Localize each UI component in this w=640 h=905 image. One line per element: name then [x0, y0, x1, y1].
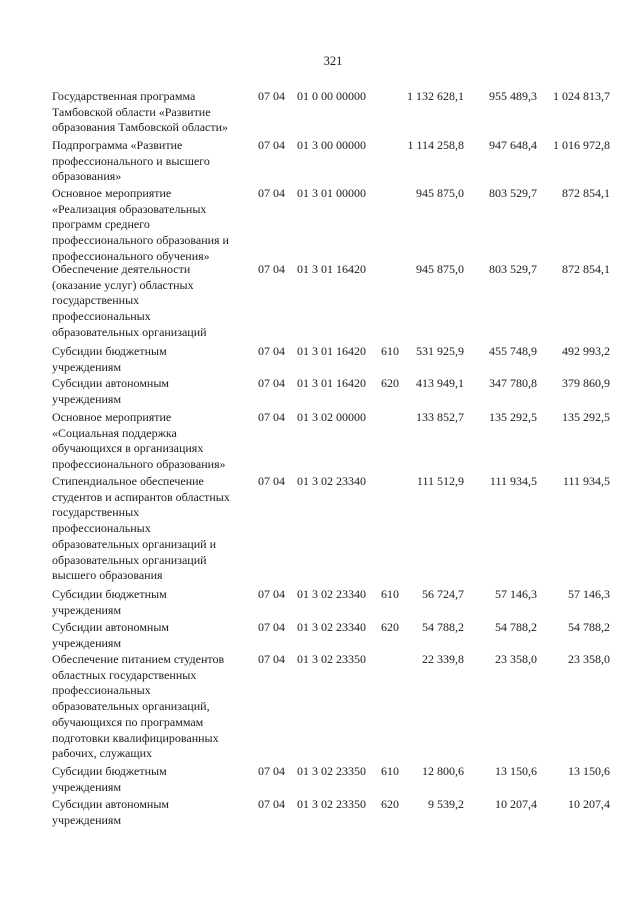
row-target-code: 01 3 02 23340: [297, 474, 366, 488]
row-name: Субсидии автономным учреждениям: [52, 620, 169, 650]
row-target-code: 01 3 02 23350: [297, 764, 366, 778]
row-target-code: 01 3 02 23340: [297, 587, 366, 601]
row-value-2: 13 150,6: [495, 764, 537, 778]
row-value-1: 133 852,7: [416, 410, 464, 424]
row-value-2: 135 292,5: [489, 410, 537, 424]
row-value-1: 12 800,6: [422, 764, 464, 778]
table-row: [0, 474, 640, 583]
row-value-3: 872 854,1: [562, 262, 610, 276]
table-row: [0, 587, 640, 617]
row-value-3: 57 146,3: [568, 587, 610, 601]
row-name: Обеспечение деятельности (оказание услуг) областных государственных профессиональных образовательных организаций: [52, 262, 207, 339]
row-value-3: 135 292,5: [562, 410, 610, 424]
page-number: 321: [323, 54, 343, 68]
row-value-3: 492 993,2: [562, 344, 610, 358]
row-expense-type-code: 610: [381, 587, 399, 601]
row-section-code: 07 04: [258, 89, 285, 103]
row-value-3: 1 024 813,7: [553, 89, 610, 103]
row-value-2: 10 207,4: [495, 797, 537, 811]
row-value-1: 56 724,7: [422, 587, 464, 601]
row-expense-type-code: 620: [381, 376, 399, 390]
row-section-code: 07 04: [258, 262, 285, 276]
row-target-code: 01 0 00 00000: [297, 89, 366, 103]
row-target-code: 01 3 02 23340: [297, 620, 366, 634]
row-value-3: 10 207,4: [568, 797, 610, 811]
row-target-code: 01 3 02 23350: [297, 652, 366, 666]
row-name: Субсидии бюджетным учреждениям: [52, 344, 167, 374]
table-row: [0, 620, 640, 650]
row-value-1: 9 539,2: [428, 797, 464, 811]
row-section-code: 07 04: [258, 587, 285, 601]
row-value-3: 379 860,9: [562, 376, 610, 390]
row-target-code: 01 3 02 23350: [297, 797, 366, 811]
row-section-code: 07 04: [258, 764, 285, 778]
row-expense-type-code: 620: [381, 797, 399, 811]
row-value-2: 57 146,3: [495, 587, 537, 601]
row-value-2: 955 489,3: [489, 89, 537, 103]
row-value-1: 945 875,0: [416, 262, 464, 276]
row-name: Субсидии автономным учреждениям: [52, 376, 169, 406]
row-name: Субсидии автономным учреждениям: [52, 797, 169, 827]
row-value-2: 455 748,9: [489, 344, 537, 358]
row-value-1: 111 512,9: [416, 474, 464, 488]
row-target-code: 01 3 01 16420: [297, 344, 366, 358]
row-name: Стипендиальное обеспечение студентов и аспирантов областных государственных профессиональных образовательных организаций и образовательных организаций высшего образования: [52, 474, 230, 583]
table-row: [0, 764, 640, 794]
row-target-code: 01 3 01 16420: [297, 262, 366, 276]
row-value-3: 23 358,0: [568, 652, 610, 666]
row-section-code: 07 04: [258, 344, 285, 358]
row-value-2: 803 529,7: [489, 186, 537, 200]
row-name: Основное мероприятие «Реализация образовательных программ среднего профессионального образования и профессионального обучения»: [52, 186, 229, 263]
table-row: [0, 652, 640, 761]
row-section-code: 07 04: [258, 376, 285, 390]
row-section-code: 07 04: [258, 138, 285, 152]
row-section-code: 07 04: [258, 410, 285, 424]
table-row: [0, 410, 640, 472]
row-value-1: 1 132 628,1: [407, 89, 464, 103]
row-value-1: 413 949,1: [416, 376, 464, 390]
row-target-code: 01 3 02 00000: [297, 410, 366, 424]
row-name: Основное мероприятие «Социальная поддержка обучающихся в организациях профессионального образования»: [52, 410, 226, 472]
table-row: [0, 797, 640, 827]
row-value-1: 531 925,9: [416, 344, 464, 358]
table-row: [0, 89, 640, 135]
row-section-code: 07 04: [258, 797, 285, 811]
row-value-1: 22 339,8: [422, 652, 464, 666]
row-name: Обеспечение питанием студентов областных государственных профессиональных образовательных организаций, обучающихся по программам подготовки квалифицированных рабочих, служащих: [52, 652, 225, 761]
table-row: [0, 262, 640, 339]
row-value-2: 54 788,2: [495, 620, 537, 634]
row-name: Подпрограмма «Развитие профессионального и высшего образования»: [52, 138, 210, 184]
row-expense-type-code: 610: [381, 344, 399, 358]
row-value-1: 1 114 258,8: [407, 138, 464, 152]
row-target-code: 01 3 00 00000: [297, 138, 366, 152]
row-value-2: 23 358,0: [495, 652, 537, 666]
row-value-3: 13 150,6: [568, 764, 610, 778]
row-target-code: 01 3 01 00000: [297, 186, 366, 200]
row-section-code: 07 04: [258, 186, 285, 200]
row-value-2: 947 648,4: [489, 138, 537, 152]
row-target-code: 01 3 01 16420: [297, 376, 366, 390]
row-value-1: 54 788,2: [422, 620, 464, 634]
table-row: [0, 344, 640, 374]
row-expense-type-code: 610: [381, 764, 399, 778]
row-value-1: 945 875,0: [416, 186, 464, 200]
row-name: Государственная программа Тамбовской области «Развитие образования Тамбовской области»: [52, 89, 229, 135]
table-row: [0, 138, 640, 184]
row-value-3: 111 934,5: [562, 474, 610, 488]
row-value-3: 1 016 972,8: [553, 138, 610, 152]
row-name: Субсидии бюджетным учреждениям: [52, 764, 167, 794]
row-section-code: 07 04: [258, 652, 285, 666]
row-expense-type-code: 620: [381, 620, 399, 634]
row-value-3: 54 788,2: [568, 620, 610, 634]
row-value-2: 111 934,5: [489, 474, 537, 488]
table-row: [0, 186, 640, 263]
row-section-code: 07 04: [258, 620, 285, 634]
row-value-2: 803 529,7: [489, 262, 537, 276]
table-row: [0, 376, 640, 406]
row-value-3: 872 854,1: [562, 186, 610, 200]
row-name: Субсидии бюджетным учреждениям: [52, 587, 167, 617]
row-section-code: 07 04: [258, 474, 285, 488]
row-value-2: 347 780,8: [489, 376, 537, 390]
